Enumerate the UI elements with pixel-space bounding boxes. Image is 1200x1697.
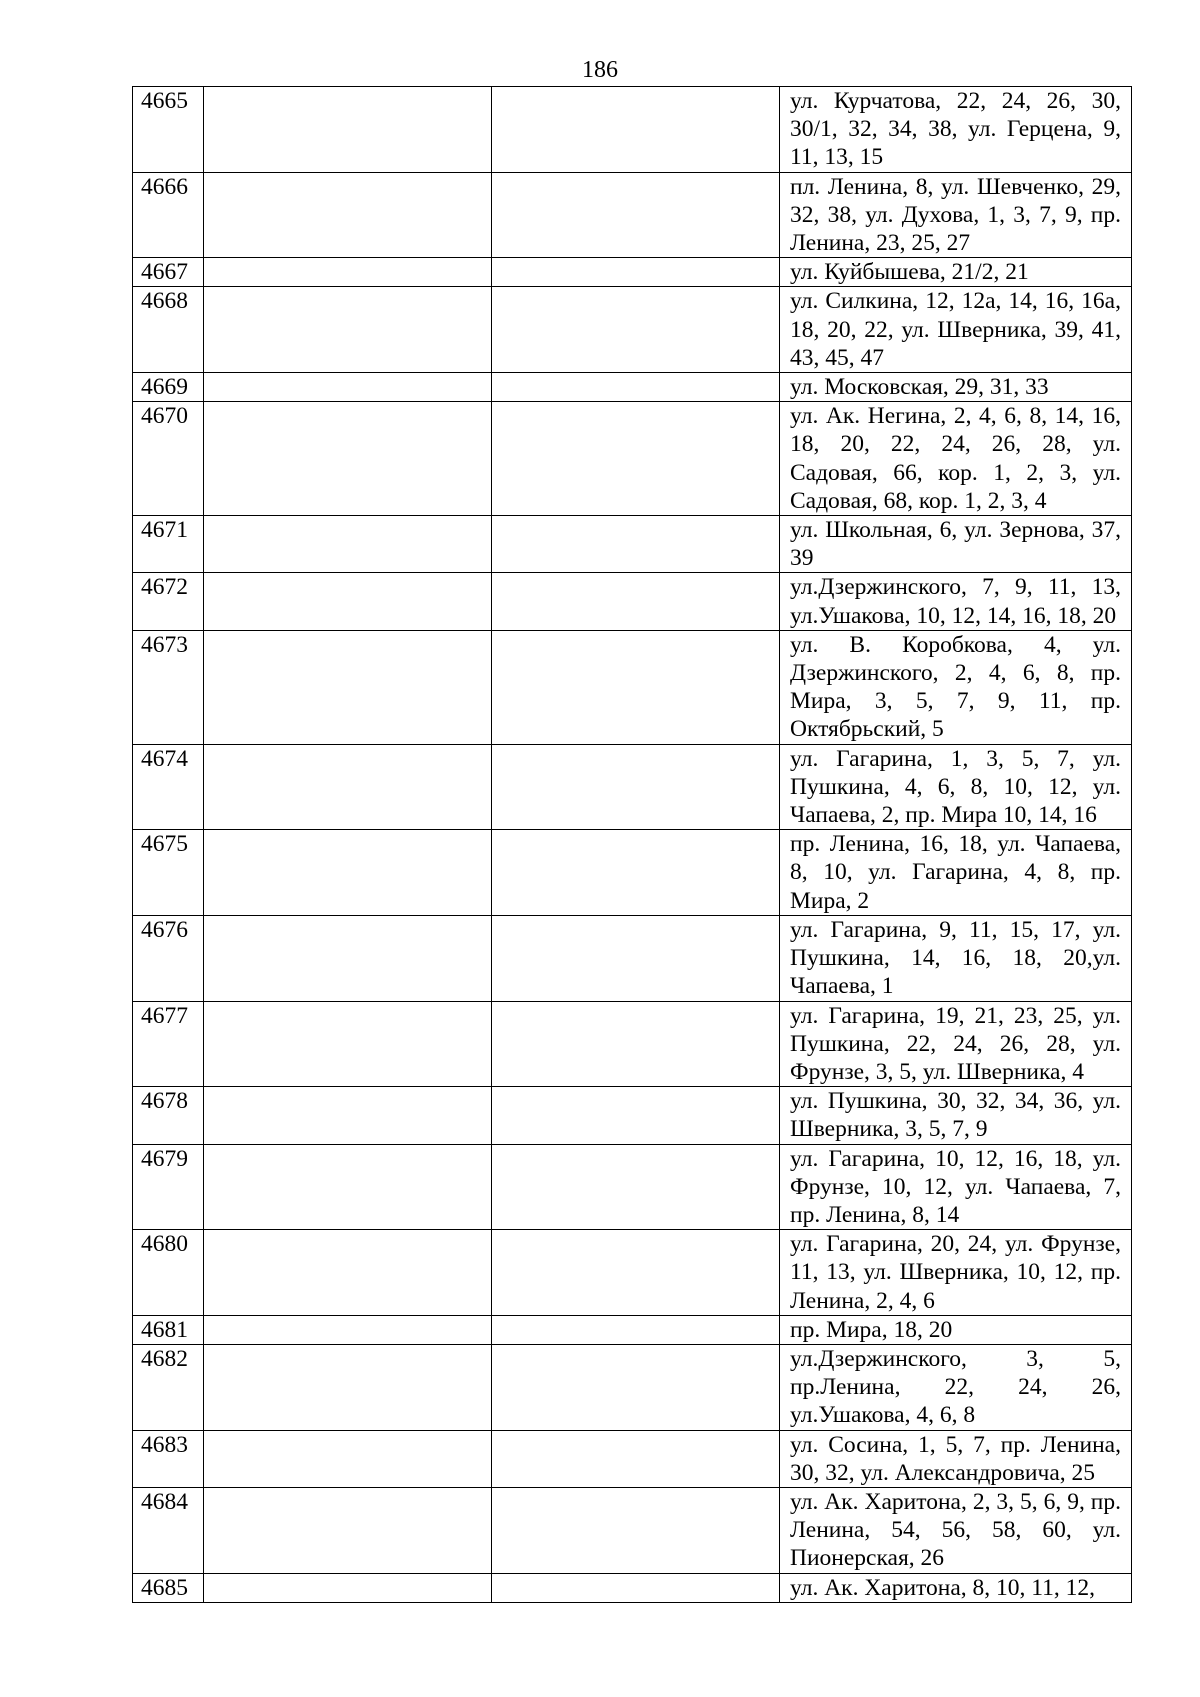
empty-cell: [204, 915, 492, 1001]
empty-cell: [492, 830, 780, 916]
address-cell: ул. Гагарина, 20, 24, ул. Фрунзе, 11, 13, ул. Шверника, 10, 12, пр. Ленина, 2, 4, 6: [780, 1230, 1132, 1316]
empty-cell: [204, 1144, 492, 1230]
empty-cell: [204, 1001, 492, 1087]
station-number-cell: 4676: [133, 915, 204, 1001]
table-body: [133, 87, 1132, 1603]
address-cell: ул. Куйбышева, 21/2, 21: [780, 258, 1132, 287]
empty-cell: [492, 402, 780, 516]
table-row: [133, 1087, 1132, 1144]
table-row: [133, 402, 1132, 516]
table-row: [133, 1573, 1132, 1602]
empty-cell: [492, 1487, 780, 1573]
table-row: [133, 630, 1132, 744]
empty-cell: [204, 744, 492, 830]
empty-cell: [204, 1315, 492, 1344]
station-number-cell: 4679: [133, 1144, 204, 1230]
table-row: [133, 1344, 1132, 1430]
table-row: [133, 1487, 1132, 1573]
empty-cell: [204, 1230, 492, 1316]
empty-cell: [204, 1087, 492, 1144]
address-cell: ул. В. Коробкова, 4, ул. Дзержинского, 2, 4, 6, 8, пр. Мира, 3, 5, 7, 9, 11, пр. Октябрьский, 5: [780, 630, 1132, 744]
table-row: [133, 1230, 1132, 1316]
empty-cell: [204, 373, 492, 402]
table-row: [133, 1001, 1132, 1087]
station-number-cell: 4680: [133, 1230, 204, 1316]
empty-cell: [492, 744, 780, 830]
address-cell: ул. Сосина, 1, 5, 7, пр. Ленина, 30, 32, ул. Александровича, 25: [780, 1430, 1132, 1487]
address-cell: ул. Гагарина, 19, 21, 23, 25, ул. Пушкина, 22, 24, 26, 28, ул. Фрунзе, 3, 5, ул. Шверника, 4: [780, 1001, 1132, 1087]
station-number-cell: 4675: [133, 830, 204, 916]
address-cell: ул. Гагарина, 9, 11, 15, 17, ул. Пушкина, 14, 16, 18, 20,ул. Чапаева, 1: [780, 915, 1132, 1001]
empty-cell: [204, 1573, 492, 1602]
table-row: [133, 573, 1132, 630]
empty-cell: [492, 1430, 780, 1487]
table-row: [133, 172, 1132, 258]
station-number-cell: 4682: [133, 1344, 204, 1430]
empty-cell: [492, 573, 780, 630]
address-cell: ул. Школьная, 6, ул. Зернова, 37, 39: [780, 516, 1132, 573]
station-number-cell: 4672: [133, 573, 204, 630]
station-number-cell: 4665: [133, 87, 204, 173]
empty-cell: [492, 1573, 780, 1602]
empty-cell: [204, 172, 492, 258]
empty-cell: [204, 1487, 492, 1573]
address-cell: ул. Ак. Харитона, 8, 10, 11, 12,: [780, 1573, 1132, 1602]
address-cell: пр. Ленина, 16, 18, ул. Чапаева, 8, 10, ул. Гагарина, 4, 8, пр. Мира, 2: [780, 830, 1132, 916]
station-number-cell: 4683: [133, 1430, 204, 1487]
address-cell: ул. Московская, 29, 31, 33: [780, 373, 1132, 402]
empty-cell: [492, 516, 780, 573]
address-cell: ул. Пушкина, 30, 32, 34, 36, ул. Шверника, 3, 5, 7, 9: [780, 1087, 1132, 1144]
empty-cell: [204, 1430, 492, 1487]
address-cell: ул. Гагарина, 1, 3, 5, 7, ул. Пушкина, 4, 6, 8, 10, 12, ул. Чапаева, 2, пр. Мира 10, 14, 16: [780, 744, 1132, 830]
empty-cell: [492, 1315, 780, 1344]
table-row: [133, 516, 1132, 573]
station-number-cell: 4684: [133, 1487, 204, 1573]
address-cell: ул.Дзержинского, 7, 9, 11, 13, ул.Ушакова, 10, 12, 14, 16, 18, 20: [780, 573, 1132, 630]
table-row: [133, 373, 1132, 402]
station-number-cell: 4673: [133, 630, 204, 744]
table-row: [133, 1315, 1132, 1344]
empty-cell: [492, 87, 780, 173]
address-cell: ул. Ак. Харитона, 2, 3, 5, 6, 9, пр. Ленина, 54, 56, 58, 60, ул. Пионерская, 26: [780, 1487, 1132, 1573]
empty-cell: [204, 87, 492, 173]
empty-cell: [204, 1344, 492, 1430]
table-row: [133, 1430, 1132, 1487]
empty-cell: [492, 373, 780, 402]
station-number-cell: 4674: [133, 744, 204, 830]
empty-cell: [204, 516, 492, 573]
empty-cell: [204, 830, 492, 916]
empty-cell: [492, 172, 780, 258]
address-cell: ул. Силкина, 12, 12а, 14, 16, 16а, 18, 20, 22, ул. Шверника, 39, 41, 43, 45, 47: [780, 287, 1132, 373]
station-number-cell: 4668: [133, 287, 204, 373]
station-number-cell: 4669: [133, 373, 204, 402]
empty-cell: [492, 1001, 780, 1087]
empty-cell: [492, 1344, 780, 1430]
empty-cell: [204, 258, 492, 287]
station-number-cell: 4677: [133, 1001, 204, 1087]
table-row: [133, 915, 1132, 1001]
address-cell: ул. Ак. Негина, 2, 4, 6, 8, 14, 16, 18, 20, 22, 24, 26, 28, ул. Садовая, 66, кор. 1, 2, 3, ул. Садовая, 68, кор. 1, 2, 3, 4: [780, 402, 1132, 516]
table-row: [133, 744, 1132, 830]
empty-cell: [492, 1087, 780, 1144]
empty-cell: [204, 402, 492, 516]
page-number: 186: [582, 57, 618, 83]
table-row: [133, 258, 1132, 287]
empty-cell: [492, 1144, 780, 1230]
polling-station-table: [132, 86, 1132, 1603]
address-cell: ул.Дзержинского, 3, 5, пр.Ленина, 22, 24, 26, ул.Ушакова, 4, 6, 8: [780, 1344, 1132, 1430]
address-cell: пл. Ленина, 8, ул. Шевченко, 29, 32, 38, ул. Духова, 1, 3, 7, 9, пр. Ленина, 23, 25, 27: [780, 172, 1132, 258]
station-number-cell: 4667: [133, 258, 204, 287]
table-row: [133, 830, 1132, 916]
address-cell: ул. Гагарина, 10, 12, 16, 18, ул. Фрунзе, 10, 12, ул. Чапаева, 7, пр. Ленина, 8, 14: [780, 1144, 1132, 1230]
station-number-cell: 4681: [133, 1315, 204, 1344]
empty-cell: [204, 287, 492, 373]
station-number-cell: 4678: [133, 1087, 204, 1144]
empty-cell: [492, 915, 780, 1001]
empty-cell: [492, 630, 780, 744]
empty-cell: [492, 1230, 780, 1316]
empty-cell: [492, 287, 780, 373]
station-number-cell: 4666: [133, 172, 204, 258]
station-number-cell: 4671: [133, 516, 204, 573]
table-row: [133, 287, 1132, 373]
table-row: [133, 87, 1132, 173]
address-cell: ул. Курчатова, 22, 24, 26, 30, 30/1, 32, 34, 38, ул. Герцена, 9, 11, 13, 15: [780, 87, 1132, 173]
station-number-cell: 4670: [133, 402, 204, 516]
table-row: [133, 1144, 1132, 1230]
address-cell: пр. Мира, 18, 20: [780, 1315, 1132, 1344]
empty-cell: [492, 258, 780, 287]
empty-cell: [204, 573, 492, 630]
station-number-cell: 4685: [133, 1573, 204, 1602]
empty-cell: [204, 630, 492, 744]
